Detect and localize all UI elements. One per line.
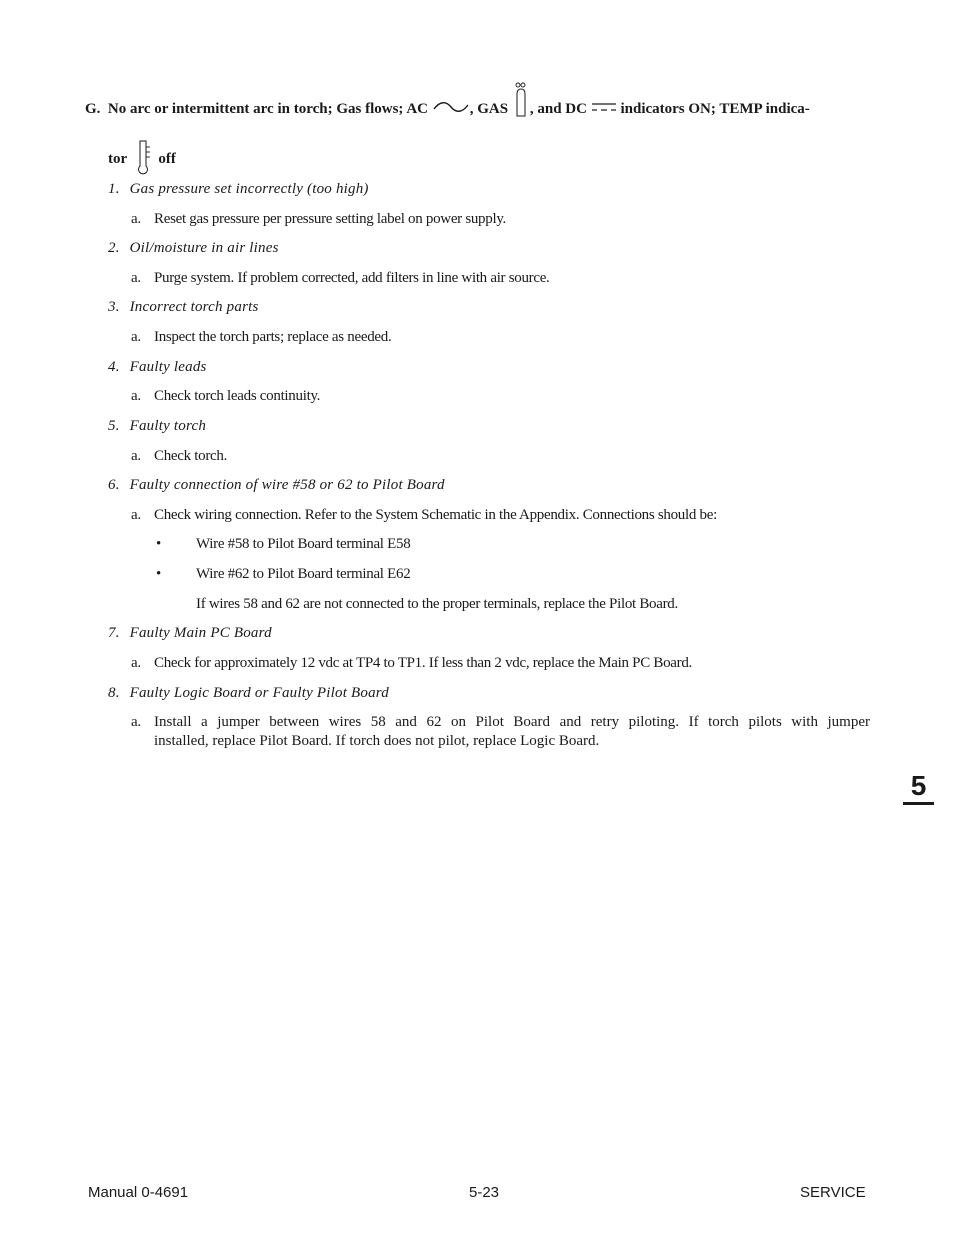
cause-text: Gas pressure set incorrectly (too high) <box>129 181 369 197</box>
footer-page-number: 5-23 <box>469 1184 500 1201</box>
bullet-text: Wire #58 to Pilot Board terminal E58 <box>196 536 411 552</box>
cause-number: 2. <box>108 240 120 256</box>
step-label: a. <box>131 211 141 227</box>
bullet-marker: • <box>156 566 161 582</box>
cause-text: Oil/moisture in air lines <box>129 240 279 256</box>
heading-text-1: No arc or intermittent arc in torch; Gas flows; AC <box>107 100 429 117</box>
cause-number: 1. <box>108 181 120 197</box>
cause-item <box>108 359 207 376</box>
cause-item <box>108 299 259 316</box>
heading-text-6: off <box>158 150 176 167</box>
cause-text: Faulty torch <box>129 418 207 434</box>
cause-item <box>108 240 279 257</box>
remedy-step <box>131 507 717 524</box>
cause-text: Faulty Logic Board or Faulty Pilot Board <box>129 685 389 701</box>
remedy-step <box>131 211 506 228</box>
bullet-text: Wire #62 to Pilot Board terminal E62 <box>196 566 411 582</box>
bullet-item <box>156 536 411 553</box>
cause-item <box>108 625 272 642</box>
step-label: a. <box>131 388 141 404</box>
step-text: Check torch. <box>154 448 228 464</box>
ac-wave-icon <box>432 99 470 120</box>
remedy-step <box>131 714 870 749</box>
heading-text-4: indicators ON; TEMP indica- <box>620 100 810 117</box>
step-text-line-2: installed, replace Pilot Board. If torch does not pilot, replace Logic Board. <box>154 733 600 749</box>
cause-text: Incorrect torch parts <box>129 299 259 315</box>
dc-symbol-icon <box>591 101 617 118</box>
cause-number: 6. <box>108 477 120 493</box>
step-text: Inspect the torch parts; replace as needed. <box>154 329 392 345</box>
step-text: Check wiring connection. Refer to the System Schematic in the Appendix. Connections should be: <box>154 507 717 523</box>
remedy-step <box>131 655 692 672</box>
step-text-line-1: Install a jumper between wires 58 and 62 on Pilot Board and retry piloting. If torch pilots with jumper <box>154 714 870 730</box>
cause-text: Faulty connection of wire #58 or 62 to Pilot Board <box>129 477 445 493</box>
cause-text: Faulty leads <box>129 359 207 375</box>
heading-text-2: , GAS <box>469 100 509 117</box>
cause-number: 3. <box>108 299 120 315</box>
step-label: a. <box>131 655 141 671</box>
step-label: a. <box>131 270 141 286</box>
heading-text-3: , and DC <box>529 100 587 117</box>
note-text: If wires 58 and 62 are not connected to the proper terminals, replace the Pilot Board. <box>196 596 678 612</box>
heading-letter: G. <box>85 100 101 117</box>
section-tab: 5 <box>903 770 934 805</box>
cause-text: Faulty Main PC Board <box>129 625 272 641</box>
cause-number: 8. <box>108 685 120 701</box>
step-label: a. <box>131 448 141 464</box>
cause-number: 5. <box>108 418 120 434</box>
step-label: a. <box>131 714 141 730</box>
cause-item <box>108 181 369 198</box>
remedy-step <box>131 448 228 465</box>
footer-manual-number: Manual 0-4691 <box>88 1184 189 1201</box>
cause-item <box>108 418 206 435</box>
heading-text-5: tor <box>108 150 127 167</box>
gas-cylinder-icon <box>512 82 530 123</box>
cause-item <box>108 477 445 494</box>
step-text: Purge system. If problem corrected, add filters in line with air source. <box>154 270 550 286</box>
section-heading-cont <box>108 138 176 181</box>
step-label: a. <box>131 507 141 523</box>
bullet-marker: • <box>156 536 161 552</box>
step-text: Check for approximately 12 vdc at TP4 to TP1. If less than 2 vdc, replace the Main PC Board. <box>154 655 692 671</box>
remedy-step <box>131 270 550 287</box>
step-text: Reset gas pressure per pressure setting label on power supply. <box>154 211 506 227</box>
step-label: a. <box>131 329 141 345</box>
cause-item <box>108 685 389 702</box>
step-text: Check torch leads continuity. <box>154 388 321 404</box>
cause-number: 4. <box>108 359 120 375</box>
remedy-step <box>131 388 321 405</box>
remedy-step <box>131 329 392 346</box>
cause-number: 7. <box>108 625 120 641</box>
thermometer-icon <box>135 138 151 181</box>
bullet-item <box>156 566 411 583</box>
section-heading <box>85 96 810 123</box>
footer-section-name: SERVICE <box>800 1184 866 1201</box>
